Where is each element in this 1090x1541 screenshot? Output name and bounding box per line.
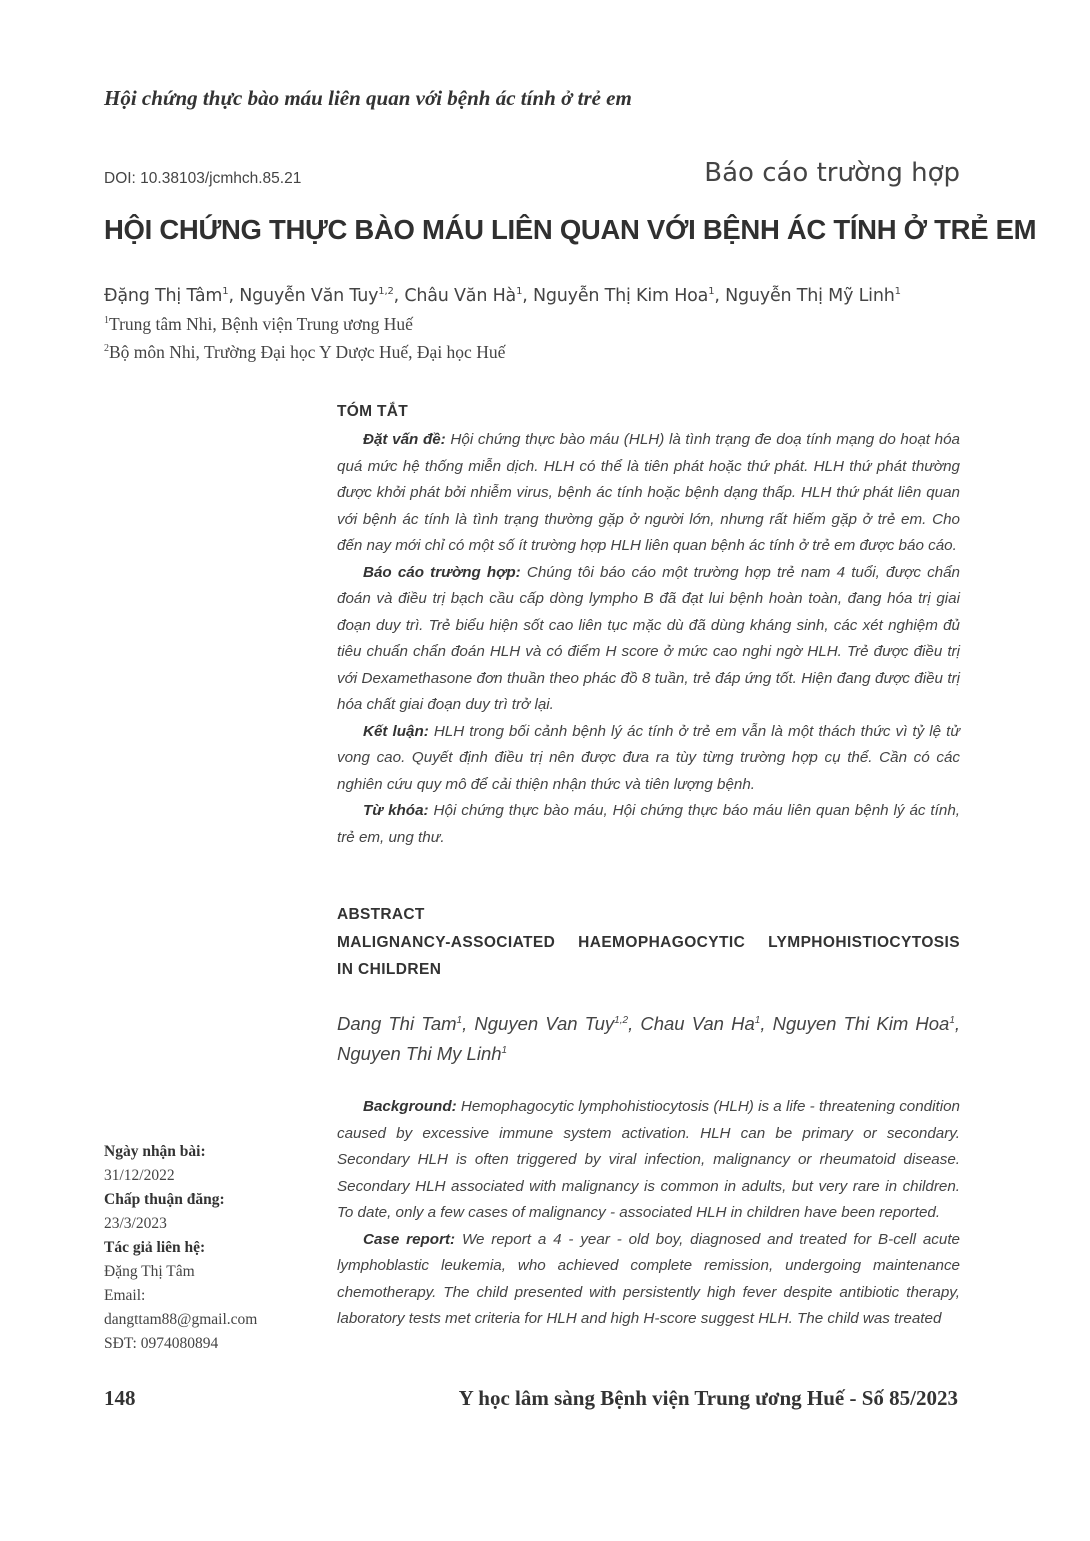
author-affiliation-mark: 1,2	[378, 286, 394, 298]
author-affiliation-mark: 1	[456, 1015, 463, 1026]
abstract-en	[337, 906, 960, 1333]
paragraph-label: Case report:	[363, 1230, 456, 1248]
paragraph-label: Kết luận:	[363, 722, 429, 740]
author-affiliation-mark: 1	[708, 286, 715, 298]
accepted-label: Chấp thuận đăng:	[104, 1191, 225, 1208]
author-affiliation-mark: 1	[501, 1045, 508, 1057]
article-type: Báo cáo trường hợp	[704, 158, 960, 188]
abstract-paragraph	[337, 1227, 960, 1333]
abstract-paragraph	[337, 798, 960, 851]
english-title-line: MALIGNANCY-ASSOCIATED HAEMOPHAGOCYTIC LYMPHOHISTIOCYTOSIS	[337, 934, 960, 951]
accepted-date: 23/3/2023	[104, 1215, 167, 1232]
author-affiliation-mark: 1,2	[614, 1015, 629, 1026]
abstract-en-heading: ABSTRACT	[337, 906, 425, 923]
author-name: Dang Thi Tam	[337, 1013, 457, 1035]
email-label: Email:	[104, 1287, 146, 1304]
paragraph-text: Hemophagocytic lymphohistiocytosis (HLH) is a life - threatening condition caused by excessive immune system activation. HLH can be primary or secondary. Secondary HLH is often triggered by viral infection, malignancy or rheumatoid disease. Secondary HLH associated with malignancy is common in adults, but very rare in children. To date, only a few cases of malignancy - associated HLH in children have been reported.	[337, 1098, 960, 1222]
running-title: Hội chứng thực bào máu liên quan với bệnh ác tính ở trẻ em	[104, 86, 632, 110]
affiliation-number: 2	[104, 343, 109, 355]
affiliation-text: Trung tâm Nhi, Bệnh viện Trung ương Huế	[109, 314, 413, 334]
english-abstract-body	[337, 1094, 960, 1333]
received-label: Ngày nhận bài:	[104, 1143, 206, 1160]
author-name: Nguyen Van Tuy	[474, 1013, 615, 1035]
page-number: 148	[104, 1386, 136, 1410]
english-title-line: IN CHILDREN	[337, 960, 442, 978]
journal-name: Y học lâm sàng Bệnh viện Trung ương Huế - Số 85/2023	[458, 1386, 958, 1410]
abstract-vi	[337, 403, 960, 851]
paragraph-text: HLH trong bối cảnh bệnh lý ác tính ở trẻ em vẫn là một thách thức vì tỷ lệ tử vong cao. Quyết định điều trị nên được đưa ra tùy từng trường hợp cụ thể. Cần có các nghiên cứu quy mô để cải thiện nhận thức và tiên lượng bệnh.	[337, 722, 960, 793]
article-title: HỘI CHỨNG THỰC BÀO MÁU LIÊN QUAN VỚI BỆNH ÁC TÍNH Ở TRẺ EM	[104, 214, 1037, 245]
affiliation-text: Bộ môn Nhi, Trường Đại học Y Dược Huế, Đại học Huế	[109, 342, 506, 362]
author-name: Nguyen Thi Kim Hoa	[772, 1013, 950, 1035]
author-name: Đặng Thị Tâm	[104, 286, 223, 306]
author-affiliation-mark: 1	[222, 286, 229, 298]
paragraph-text: Hội chứng thực bào máu (HLH) là tình trạng đe doạ tính mạng do hoạt hóa quá mức hệ thống miễn dịch. HLH có thể là tiên phát hoặc thứ phát. HLH thứ phát thường được khởi phát bởi nhiễm virus, bệnh ác tính hoặc bệnh dạng thấp. HLH thứ phát liên quan với bệnh ác tính là tình trạng thường gặp ở người lớn, nhưng rất hiếm gặp ở trẻ em. Cho đến nay mới chỉ có một số ít trường hợp HLH liên quan bệnh ác tính ở trẻ em được báo cáo.	[337, 431, 960, 554]
author-name: Nguyễn Thị Mỹ Linh	[725, 286, 895, 306]
english-author-list: Dang Thi Tam$^1$, Nguyen Van Tuy$^{1,2}$, Chau Van Ha$^1$, Nguyen Thi Kim Hoa$^1$, Nguyen Thi My Linh$^1$	[337, 1013, 961, 1065]
english-title	[337, 930, 960, 983]
abstract-paragraph	[337, 560, 960, 719]
author-affiliation-mark: 1	[754, 1015, 761, 1026]
article-info-sidebar	[104, 1140, 304, 1356]
author-name: Nguyễn Thị Kim Hoa	[532, 286, 709, 306]
corresponding-label: Tác giả liên hệ:	[104, 1239, 206, 1256]
affiliation	[104, 342, 505, 363]
author-name: Chau Van Ha	[640, 1013, 755, 1035]
author-list: Đặng Thị Tâm$^1$, Nguyễn Văn Tuy$^{1,2}$, Châu Văn $Hà^1$, Nguyễn Thị Kim Hoa$^1$, Nguyễn Thị Mỹ Linh$^1$	[104, 286, 901, 306]
author-name: Châu Văn Hà	[404, 286, 517, 306]
author-affiliation-mark: 1	[516, 286, 523, 298]
paragraph-text: Hội chứng thực bào máu, Hội chứng thực báo máu liên quan bệnh lý ác tính, trẻ em, ung thư.	[337, 802, 960, 846]
paragraph-label: Từ khóa:	[363, 802, 429, 819]
received-date: 31/12/2022	[104, 1167, 175, 1184]
phone-number: SĐT: 0974080894	[104, 1335, 219, 1352]
author-name: Nguyen Thi My Linh	[337, 1043, 502, 1065]
email-link[interactable]: dangttam88@gmail.com	[104, 1311, 258, 1328]
paragraph-label: Đặt vấn đề:	[363, 431, 446, 448]
doi[interactable]: DOI: 10.38103/jcmhch.85.21	[104, 170, 302, 187]
author-name: Nguyễn Văn Tuy	[239, 286, 379, 306]
author-affiliation-mark: 1	[894, 286, 901, 298]
affiliation	[104, 314, 413, 335]
author-affiliation-mark: 1	[949, 1015, 955, 1026]
abstract-paragraph	[337, 427, 960, 560]
affiliation-number: 1	[104, 315, 109, 327]
paragraph-label: Background:	[363, 1098, 457, 1116]
abstract-paragraph	[337, 1094, 960, 1227]
paragraph-text: We report a 4 - year - old boy, diagnosed and treated for B-cell acute lymphoblastic leukemia, who achieved complete remission, undergoing maintenance chemotherapy. The child presented with persistently high fever despite antibiotic therapy, laboratory tests met criteria for HLH and high H-score suggest HLH. The child was treated	[337, 1230, 960, 1328]
abstract-vi-heading: TÓM TẮT	[337, 403, 408, 420]
abstract-paragraph	[337, 719, 960, 799]
paragraph-text: Chúng tôi báo cáo một trường hợp trẻ nam 4 tuổi, được chẩn đoán và điều trị bạch cầu cấp dòng lympho B đã đạt lui bệnh hoàn toàn, đang hóa trị giai đoạn duy trì. Trẻ biểu hiện sốt cao liên tục mặc dù đã dùng kháng sinh, các xét nghiệm đủ tiêu chuẩn chẩn đoán HLH và có điểm H score ở mức cao nghi ngờ HLH. Trẻ được điều trị với Dexamethasone đơn thuần theo phác đồ 8 tuần, trẻ đáp ứng tốt. Hiện đang được điều trị hóa chất giai đoạn duy trì trở lại.	[337, 563, 961, 713]
corresponding-author: Đặng Thị Tâm	[104, 1263, 195, 1280]
paragraph-label: Báo cáo trường hợp:	[363, 563, 521, 581]
